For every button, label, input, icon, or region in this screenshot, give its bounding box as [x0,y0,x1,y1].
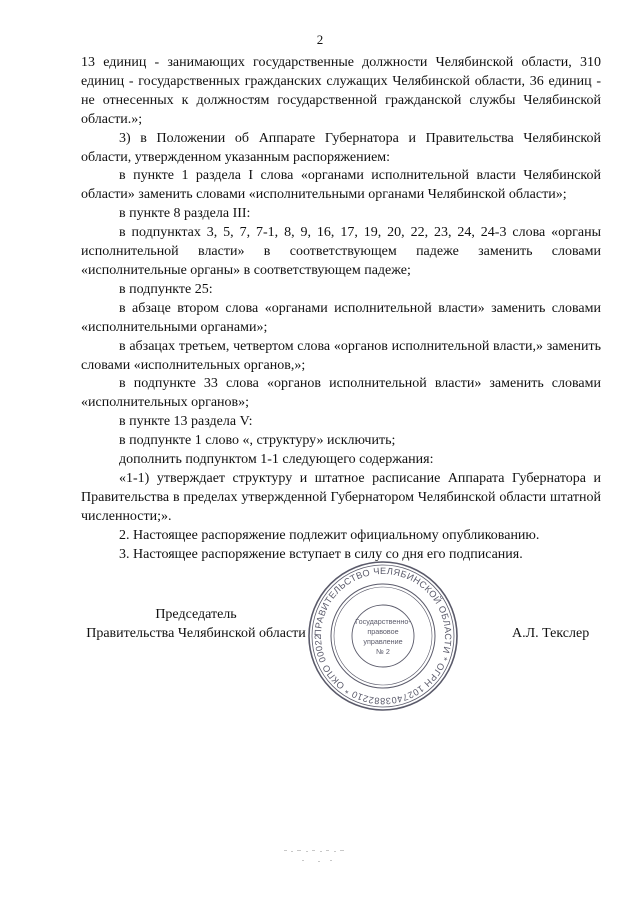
paragraph: 2. Настоящее распоряжение подлежит официальному опубликованию. [119,527,540,543]
seal-inner-text: Государственно- [355,617,411,626]
signatory-name: А.Л. Текслер [512,626,590,641]
page-number: 2 [316,32,324,47]
signatory-title-line: Правительства Челябинской области [86,626,306,641]
paragraph: 3) в Положении об Аппарате Губернатора и Правительства Челябинской области, утвержденном указанным распоряжением: [81,130,601,165]
seal-inner-text: управление [363,637,403,646]
document-body [81,54,601,564]
signatory-title-line: Председатель [155,607,237,622]
paragraph: «1-1) утверждает структуру и штатное расписание Аппарата Губернатора и Правительства в пределах утвержденной Губернатором Челябинской области штатной численности;». [81,470,601,524]
paragraph: в пункте 8 раздела III: [119,206,251,222]
paragraph: в подпунктах 3, 5, 7, 7-1, 8, 9, 16, 17, 19, 20, 22, 23, 24, 24-3 слова «органы исполнительной власти» в соответствующем падеже заменить словами «исполнительные органы» в соответствующем падеже; [81,225,601,278]
paragraph: 13 единиц - занимающих государственные должности Челябинской области, 310 единиц - государственных гражданских служащих Челябинской области, 36 единиц - не отнесенных к должностям государственной гражданской службы Челябинской области.»; [81,55,601,127]
seal-inner-text: правовое [367,627,399,636]
paragraph: в абзацах третьем, четвертом слова «органов исполнительной власти,» заменить словами «исполнительных органов,»; [81,338,601,373]
seal-inner-text: № 2 [376,647,390,656]
seal-ring-text: ПРАВИТЕЛЬСТВО ЧЕЛЯБИНСКОЙ ОБЛАСТИ * ОГРН 1027403882210 * ОКПО 00022 [312,565,454,707]
paragraph: в пункте 1 раздела I слова «органами исполнительной власти Челябинской области» заменить словами «исполнительными органами Челябинской области»; [81,168,601,203]
seal-graphic [305,558,461,714]
scan-artifact [282,846,362,866]
paragraph: в пункте 13 раздела V: [119,414,253,430]
official-seal [305,558,461,714]
paragraph: в подпункте 33 слова «органов исполнительной власти» заменить словами «исполнительных органов»; [81,376,601,411]
paragraph: в подпункте 1 слово «, структуру» исключить; [119,433,396,449]
paragraph: в подпункте 25: [119,281,213,297]
paragraph: в абзаце втором слова «органами исполнительной власти» заменить словами «исполнительными органами»; [81,300,601,335]
signatory-title [81,605,311,643]
paragraph: 3. Настоящее распоряжение вступает в силу со дня его подписания. [119,546,523,562]
paragraph: дополнить подпунктом 1-1 следующего содержания: [119,452,434,468]
